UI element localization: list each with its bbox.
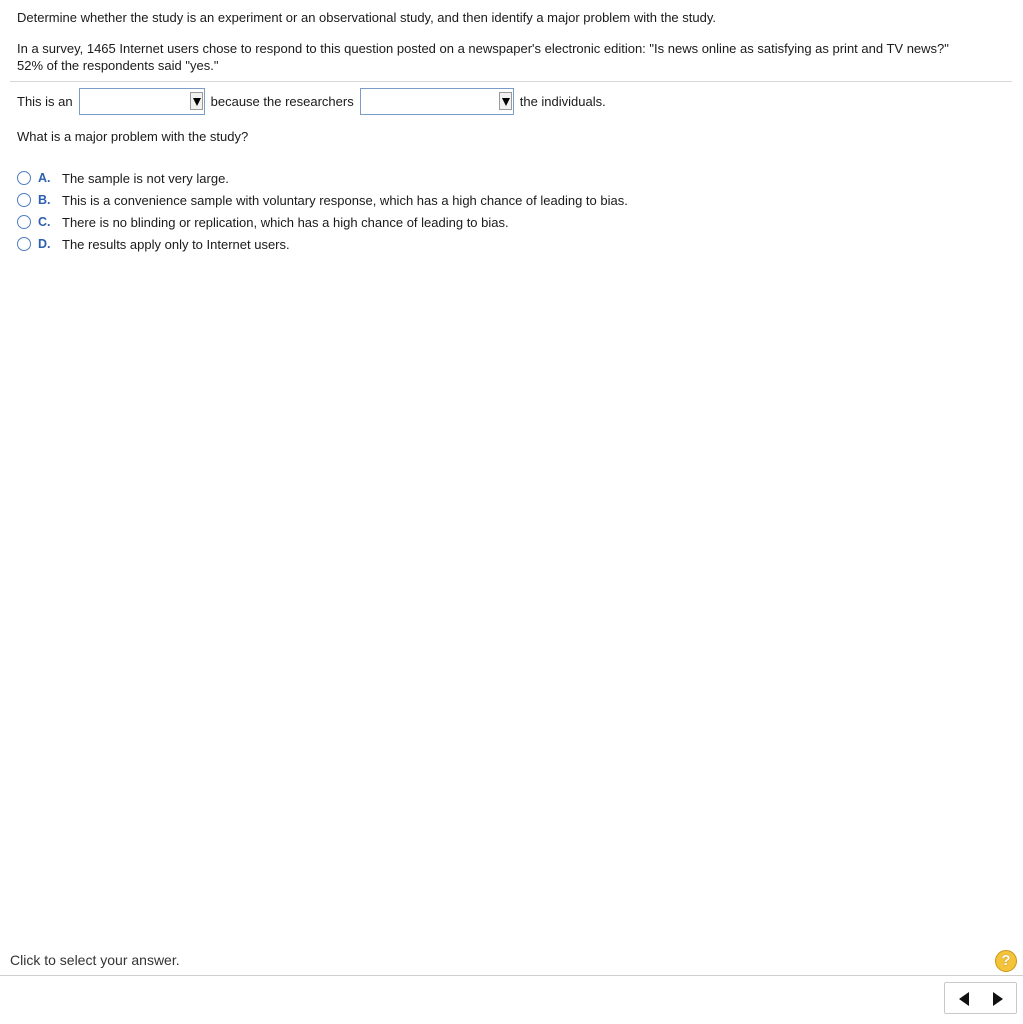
study-type-dropdown[interactable]: [79, 88, 205, 115]
dropdown-arrow-icon[interactable]: [190, 92, 203, 110]
option-text[interactable]: The sample is not very large.: [62, 170, 229, 186]
next-arrow-icon[interactable]: [981, 983, 1017, 1013]
researcher-action-dropdown[interactable]: [360, 88, 514, 115]
fill-in-suffix: the individuals.: [519, 94, 606, 109]
fill-in-sentence: [17, 88, 606, 115]
option-text[interactable]: There is no blinding or replication, which has a high chance of leading to bias.: [62, 214, 509, 230]
previous-arrow-icon[interactable]: [945, 983, 981, 1013]
problem-statement: [17, 40, 1007, 74]
option-c[interactable]: [17, 211, 628, 233]
question-2-text: What is a major problem with the study?: [17, 129, 249, 144]
fill-in-middle: because the researchers: [210, 94, 354, 109]
instructions-text: Determine whether the study is an experiment or an observational study, and then identify a major problem with the study.: [17, 10, 716, 25]
problem-line-1: In a survey, 1465 Internet users chose to respond to this question posted on a newspaper's electronic edition: "Is news online as satisfying as print and TV news?": [17, 41, 949, 56]
navigation-controls: [944, 982, 1017, 1014]
option-letter: C.: [38, 215, 51, 229]
option-a[interactable]: [17, 167, 628, 189]
radio-button[interactable]: [17, 171, 31, 185]
fill-in-prefix: This is an: [17, 94, 73, 109]
status-message: Click to select your answer.: [10, 952, 180, 968]
radio-button[interactable]: [17, 193, 31, 207]
divider: [10, 81, 1012, 82]
option-letter: B.: [38, 193, 51, 207]
option-text[interactable]: This is a convenience sample with voluntary response, which has a high chance of leading to bias.: [62, 192, 628, 208]
option-d[interactable]: [17, 233, 628, 255]
radio-button[interactable]: [17, 237, 31, 251]
option-letter: A.: [38, 171, 51, 185]
footer-divider: [0, 975, 1023, 976]
option-b[interactable]: [17, 189, 628, 211]
option-text[interactable]: The results apply only to Internet users.: [62, 236, 290, 252]
radio-button[interactable]: [17, 215, 31, 229]
problem-line-2: 52% of the respondents said "yes.": [17, 58, 219, 73]
option-letter: D.: [38, 237, 51, 251]
help-icon[interactable]: ?: [995, 950, 1017, 972]
answer-options: [17, 167, 628, 255]
dropdown-arrow-icon[interactable]: [499, 92, 512, 110]
